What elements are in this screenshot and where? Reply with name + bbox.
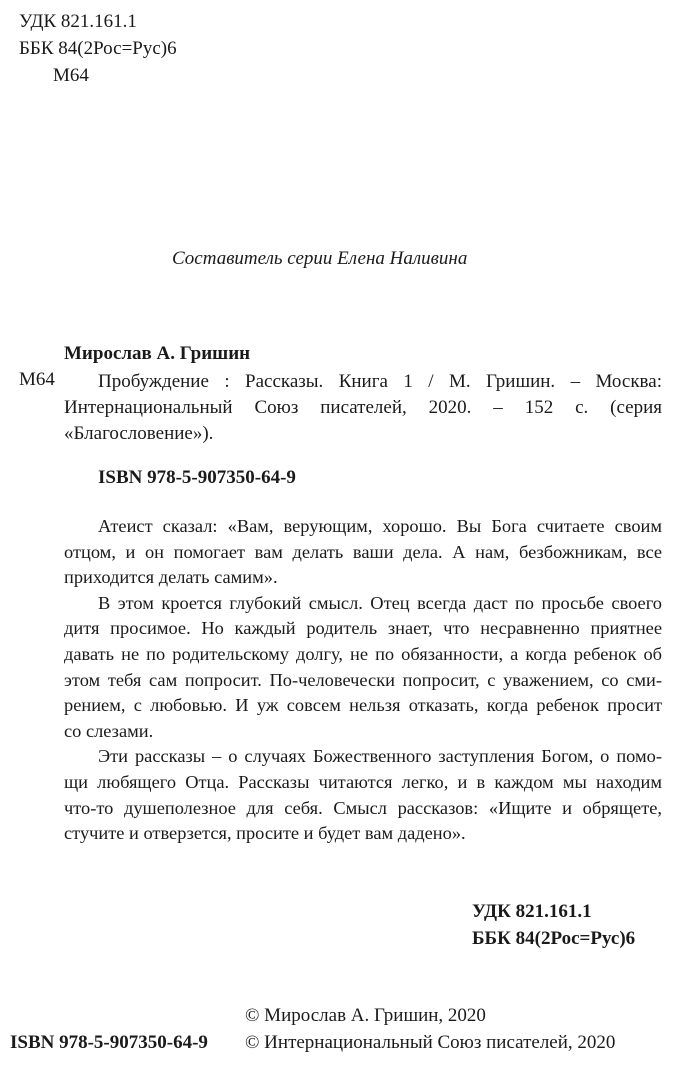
- record-isbn: ISBN 978-5-907350-64-9: [98, 467, 296, 488]
- copyright-author: © Мирослав А. Гришин, 2020: [245, 1005, 486, 1026]
- record-author-sign: М64: [19, 369, 55, 390]
- footer-isbn: ISBN 978-5-907350-64-9: [10, 1032, 208, 1053]
- copyright-publisher: © Интернациональный Союз писателей, 2020: [245, 1032, 616, 1053]
- annotation-line: дитя просимое. Но каждый родитель знает, что несравненно приятнее: [64, 618, 662, 639]
- annotation-line: отцом, и он помогает вам делать ваши дела. А нам, безбожникам, все: [64, 541, 662, 562]
- record-author: Мирослав А. Гришин: [64, 343, 251, 364]
- annotation-line: В этом кроется глубокий смысл. Отец всегда даст по просьбе своего: [98, 592, 662, 613]
- bottom-bbk-code: ББК 84(2Рос=Рус)6: [472, 928, 636, 949]
- annotation-line: давать не по родительскому долгу, не по обязанности, а когда ребенок об: [64, 643, 662, 664]
- annotation-line: рением, с любовью. И уж совсем нельзя отказать, когда ребенок просит: [64, 695, 662, 716]
- annotation-line: Атеист сказал: «Вам, верующим, хорошо. Вы Бога считаете своим: [98, 516, 662, 536]
- bottom-classification-block: [472, 898, 635, 952]
- bottom-udk-code: УДК 821.161.1: [472, 901, 592, 922]
- annotation-line: этом тебя сам попросит. По-человечески попросит, с уважением, со сми-: [64, 669, 662, 690]
- series-editor-line: Составитель серии Елена Наливина: [172, 248, 468, 269]
- annotation-line: стучите и отверзется, просите и будет вам дадено».: [64, 823, 466, 844]
- biblio-line: Пробуждение : Рассказы. Книга 1 / М. Гришин. – Москва:: [98, 371, 662, 392]
- bibliographic-description: [64, 369, 662, 447]
- annotation: [64, 514, 662, 847]
- biblio-line: «Благословение»).: [64, 423, 214, 444]
- annotation-line: что-то душеполезное для себя. Смысл рассказов: «Ищите и обрящете,: [64, 797, 662, 818]
- top-bbk-code: ББК 84(2Рос=Рус)6: [19, 38, 177, 59]
- annotation-line: со слезами.: [64, 720, 154, 741]
- top-classification-block: [19, 8, 177, 89]
- top-udk-code: УДК 821.161.1: [19, 11, 137, 32]
- biblio-line: Интернациональный Союз писателей, 2020. – 152 с. (серия: [64, 397, 662, 418]
- annotation-line: приходится делать самим».: [64, 567, 278, 588]
- annotation-line: Эти рассказы – о случаях Божественного заступления Богом, о помо-: [98, 746, 662, 767]
- annotation-line: щи любящего Отца. Рассказы читаются легко, и в каждом мы находим: [64, 771, 662, 792]
- top-author-sign: М64: [53, 65, 89, 86]
